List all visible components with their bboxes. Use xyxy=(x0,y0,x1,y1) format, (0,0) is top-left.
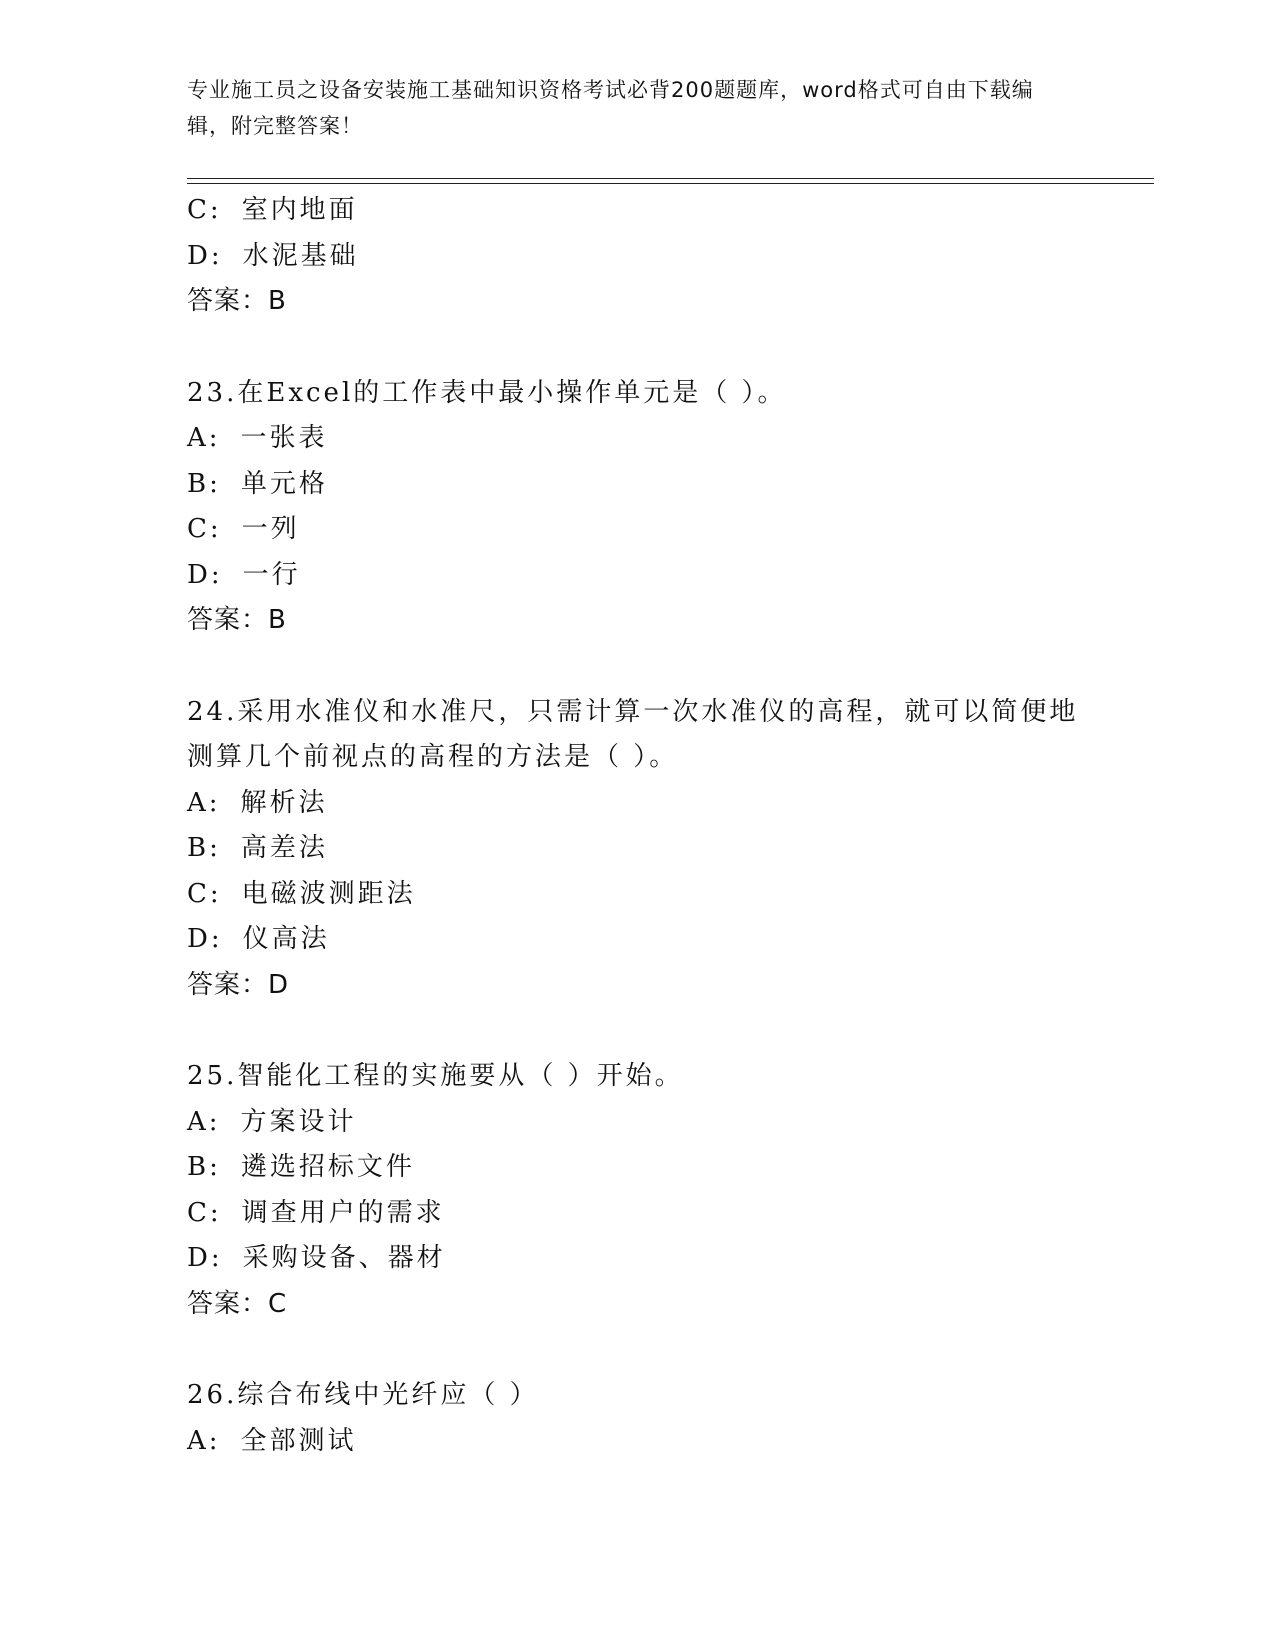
option-b: B: 单元格 xyxy=(187,468,328,499)
document-header xyxy=(187,72,1067,144)
question-text: 25.智能化工程的实施要从（ ）开始。 xyxy=(187,1061,684,1091)
option-d: D: 采购设备、器材 xyxy=(187,1243,446,1273)
question-block-25 xyxy=(187,1054,1087,1327)
option-b: B: 高差法 xyxy=(187,833,328,863)
header-rule-top xyxy=(187,178,1154,179)
question-block-23 xyxy=(187,371,1087,644)
question-text: 24.采用水准仪和水准尺，只需计算一次水准仪的高程，就可以简便地测算几个前视点的高程的方法是（ ）。 xyxy=(187,696,1079,772)
option-a: A: 一张表 xyxy=(187,423,328,453)
question-block-22 xyxy=(187,188,1087,325)
option-b: B: 遴选招标文件 xyxy=(187,1152,415,1182)
question-block-26 xyxy=(187,1373,1087,1464)
option-d: D: 一行 xyxy=(187,559,301,590)
question-text: 26.综合布线中光纤应（ ） xyxy=(187,1380,539,1410)
answer: 答案：B xyxy=(187,286,287,316)
question-list xyxy=(187,188,1087,1464)
answer: 答案：C xyxy=(187,1288,288,1319)
header-rule-bottom xyxy=(187,183,1154,184)
option-c: C: 电磁波测距法 xyxy=(187,878,416,909)
answer: 答案：D xyxy=(187,969,290,1000)
option-a: A: 解析法 xyxy=(187,787,328,818)
header-title: 专业施工员之设备安装施工基础知识资格考试必背200题题库，word格式可自由下载编辑，附完整答案！ xyxy=(187,78,1034,138)
option-c: C: 室内地面 xyxy=(187,195,358,225)
answer: 答案：B xyxy=(187,605,287,635)
option-a: A: 方案设计 xyxy=(187,1106,357,1137)
option-a: A: 全部测试 xyxy=(187,1425,357,1456)
option-c: C: 调查用户的需求 xyxy=(187,1197,445,1228)
option-d: D: 仪高法 xyxy=(187,924,330,954)
option-d: D: 水泥基础 xyxy=(187,240,359,271)
option-c: C: 一列 xyxy=(187,514,300,544)
question-text: 23.在Excel的工作表中最小操作单元是（ ）。 xyxy=(187,377,787,408)
question-block-24 xyxy=(187,690,1087,1009)
